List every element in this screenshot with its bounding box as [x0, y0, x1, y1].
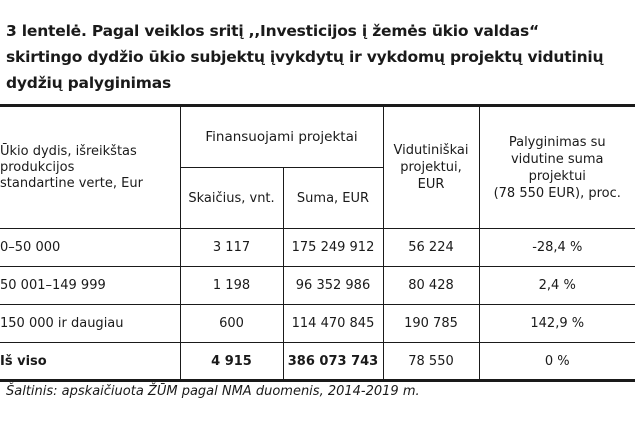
table-row: [0, 305, 635, 343]
cell-cmp: 2,4 %: [479, 267, 635, 305]
cell-avg: 190 785: [383, 305, 479, 343]
total-row: [0, 343, 635, 381]
title-line-3: dydžių palyginimas: [6, 74, 172, 92]
header-count: Skaičius, vnt.: [180, 168, 283, 229]
cell-sum: 175 249 912: [283, 229, 383, 267]
table-row: [0, 229, 635, 267]
title-line-2: skirtingo dydžio ūkio subjektų įvykdytų ir vykdomų projektų vidutinių: [6, 48, 604, 66]
cell-cmp: 142,9 %: [479, 305, 635, 343]
cell-cmp: -28,4 %: [479, 229, 635, 267]
header-financed-projects: Finansuojami projektai: [180, 107, 383, 168]
cell-size: 0–50 000: [0, 229, 180, 267]
source-note: Šaltinis: apskaičiuota ŽŪM pagal NMA duomenis, 2014-2019 m.: [6, 384, 420, 399]
cell-total-label: Iš viso: [0, 343, 180, 381]
header-sum: Suma, EUR: [283, 168, 383, 229]
cell-total-avg: 78 550: [383, 343, 479, 381]
cell-count: 3 117: [180, 229, 283, 267]
table-row: [0, 267, 635, 305]
cell-total-sum: 386 073 743: [283, 343, 383, 381]
cell-size: 150 000 ir daugiau: [0, 305, 180, 343]
table-title: [6, 18, 626, 96]
cell-total-count: 4 915: [180, 343, 283, 381]
cell-size: 50 001–149 999: [0, 267, 180, 305]
title-line-1: 3 lentelė. Pagal veiklos sritį ,,Investicijos į žemės ūkio valdas“: [6, 22, 539, 40]
cell-count: 600: [180, 305, 283, 343]
header-average-per-project: Vidutiniškai projektui, EUR: [383, 107, 479, 229]
cell-avg: 56 224: [383, 229, 479, 267]
comparison-table: [0, 104, 635, 382]
cell-count: 1 198: [180, 267, 283, 305]
cell-avg: 80 428: [383, 267, 479, 305]
header-farm-size: Ūkio dydis, išreikštas produkcijos standartine verte, Eur: [0, 107, 180, 229]
header-comparison: Palyginimas su vidutine suma projektui (78 550 EUR), proc.: [479, 107, 635, 229]
cell-total-cmp: 0 %: [479, 343, 635, 381]
cell-sum: 96 352 986: [283, 267, 383, 305]
cell-sum: 114 470 845: [283, 305, 383, 343]
